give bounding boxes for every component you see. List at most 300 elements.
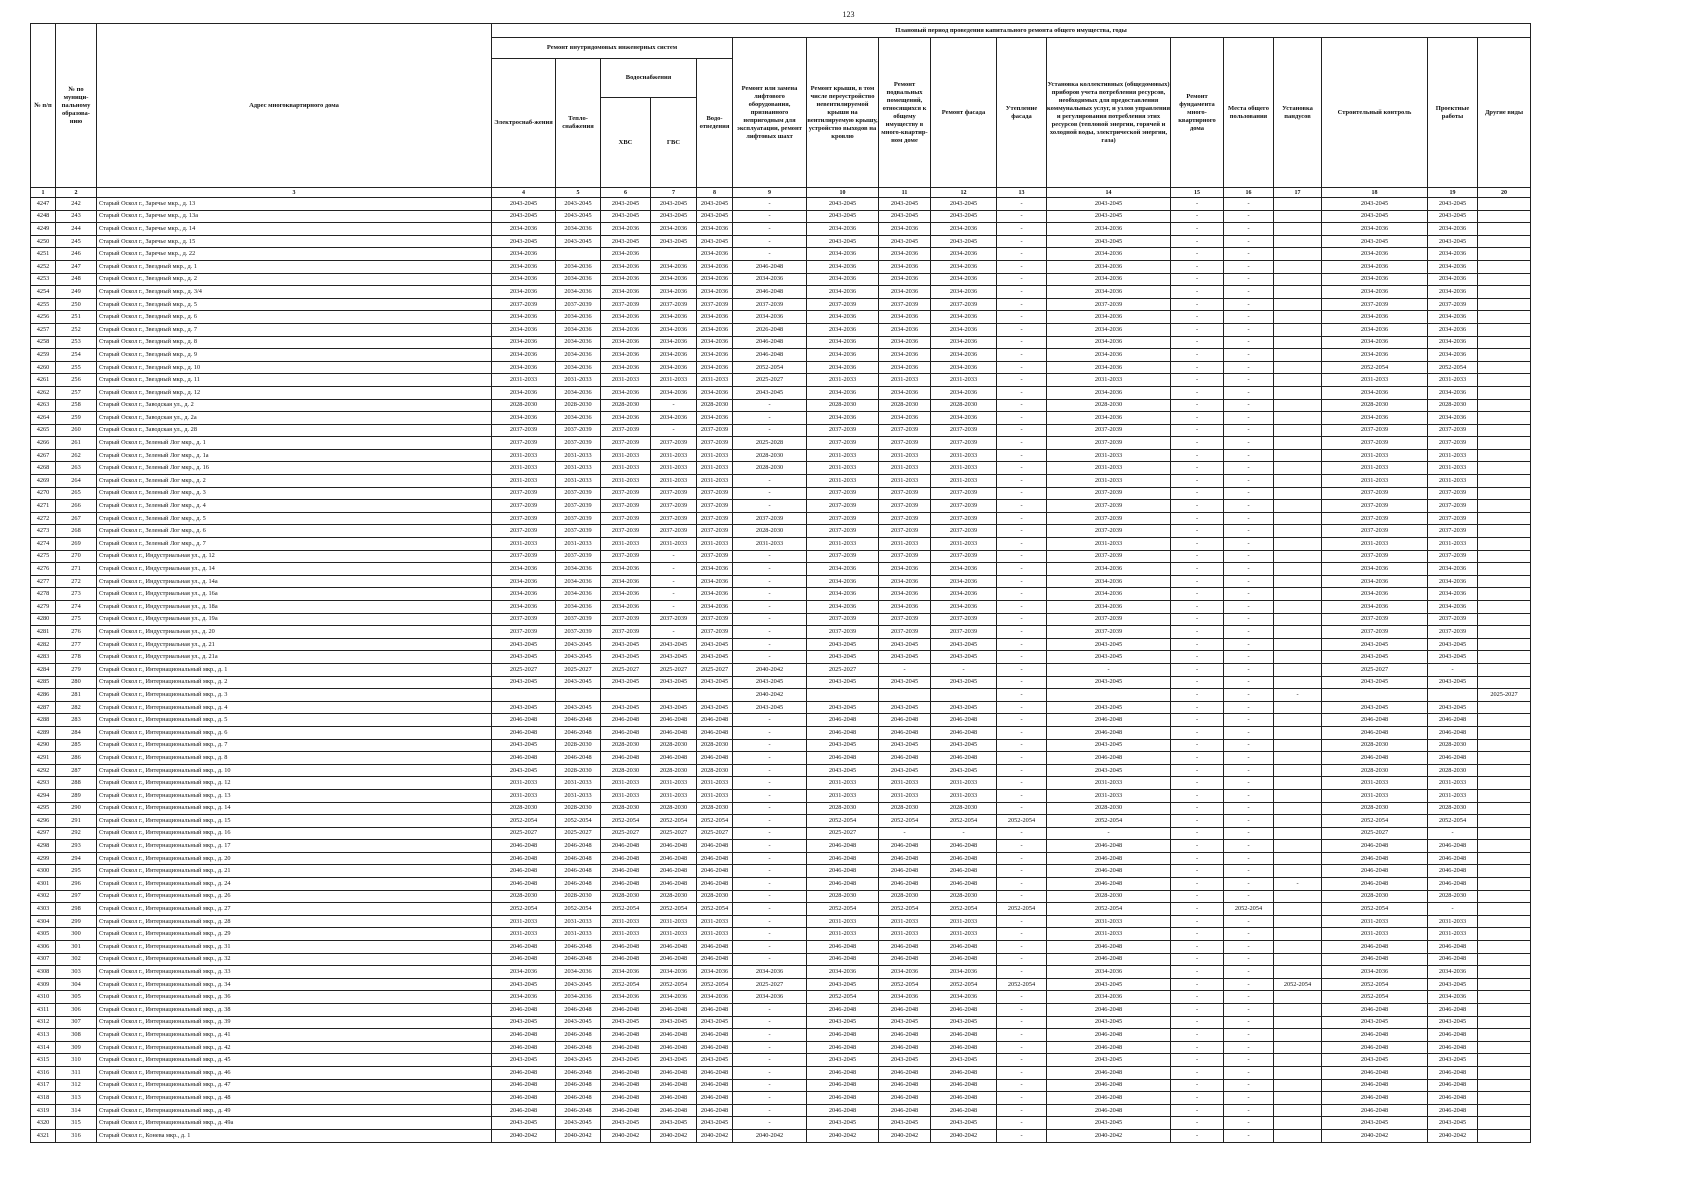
table-cell: 2043-2045 <box>879 1117 931 1130</box>
header-elevator: Ремонт или замена лифтового оборудования, признанного непригодным для эксплуатации, ремонт лифтовых шахт <box>733 38 807 188</box>
table-cell <box>651 689 697 702</box>
table-cell: - <box>1224 676 1274 689</box>
table-cell <box>1322 689 1428 702</box>
table-cell: 2046-2048 <box>807 726 879 739</box>
table-cell: - <box>1224 928 1274 941</box>
address-cell: Старый Оскол г., Заречье мкр., д. 22 <box>97 248 492 261</box>
table-cell: 2028-2030 <box>556 802 601 815</box>
table-cell: 2046-2048 <box>931 865 997 878</box>
table-cell: 2037-2039 <box>651 437 697 450</box>
table-cell: 2037-2039 <box>931 487 997 500</box>
table-cell: - <box>997 273 1047 286</box>
table-cell: 2043-2045 <box>931 1054 997 1067</box>
table-cell: 4293 <box>31 777 56 790</box>
table-cell: 2037-2039 <box>931 525 997 538</box>
table-cell: 311 <box>56 1066 97 1079</box>
address-cell: Старый Оскол г., Индустриальная ул., д. 21 <box>97 638 492 651</box>
table-cell: 2043-2045 <box>931 235 997 248</box>
table-cell: - <box>733 953 807 966</box>
table-cell: 2043-2045 <box>492 701 556 714</box>
table-cell: 2046-2048 <box>601 1029 651 1042</box>
table-cell: - <box>997 1092 1047 1105</box>
table-cell <box>1478 311 1531 324</box>
table-cell: 2034-2036 <box>807 248 879 261</box>
address-cell: Старый Оскол г., Интернациональный мкр., д. 17 <box>97 840 492 853</box>
table-cell: 2034-2036 <box>601 966 651 979</box>
table-cell: - <box>997 349 1047 362</box>
table-cell: 2034-2036 <box>733 311 807 324</box>
table-cell: - <box>1224 764 1274 777</box>
table-cell: 289 <box>56 789 97 802</box>
table-cell: - <box>1224 286 1274 299</box>
table-cell: 2034-2036 <box>1428 260 1478 273</box>
table-cell: 2031-2033 <box>601 789 651 802</box>
table-cell: 2034-2036 <box>556 361 601 374</box>
table-row <box>31 676 1531 689</box>
table-cell <box>1428 689 1478 702</box>
table-cell: - <box>1224 323 1274 336</box>
table-cell <box>1478 966 1531 979</box>
table-cell: 2052-2054 <box>601 903 651 916</box>
table-row <box>31 663 1531 676</box>
table-cell: 2034-2036 <box>1047 991 1171 1004</box>
table-cell: 2046-2048 <box>651 1079 697 1092</box>
table-cell: 2028-2030 <box>697 399 733 412</box>
table-cell: 2046-2048 <box>601 752 651 765</box>
table-cell: 2034-2036 <box>931 323 997 336</box>
table-cell: - <box>1224 978 1274 991</box>
address-cell: Старый Оскол г., Интернациональный мкр., д. 34 <box>97 978 492 991</box>
table-cell: 2046-2048 <box>931 1092 997 1105</box>
table-cell <box>1478 676 1531 689</box>
table-cell: 2031-2033 <box>807 915 879 928</box>
table-cell: - <box>1171 815 1224 828</box>
table-cell: 2043-2045 <box>651 1054 697 1067</box>
table-cell: - <box>733 890 807 903</box>
table-cell: 2043-2045 <box>1047 739 1171 752</box>
table-cell: 2031-2033 <box>697 538 733 551</box>
table-cell: 2031-2033 <box>556 475 601 488</box>
table-cell: 2046-2048 <box>1047 941 1171 954</box>
table-cell: 4274 <box>31 538 56 551</box>
table-cell: 2034-2036 <box>556 575 601 588</box>
table-cell: 2043-2045 <box>1047 1117 1171 1130</box>
table-cell: 2046-2048 <box>651 852 697 865</box>
table-cell: 2037-2039 <box>879 487 931 500</box>
table-cell <box>1274 386 1322 399</box>
table-cell: 2031-2033 <box>931 928 997 941</box>
table-cell: 2034-2036 <box>931 966 997 979</box>
table-cell: 2046-2048 <box>807 953 879 966</box>
table-cell: 2031-2033 <box>697 449 733 462</box>
table-cell: 2046-2048 <box>879 1004 931 1017</box>
table-cell: - <box>1224 991 1274 1004</box>
table-cell: 2046-2048 <box>733 336 807 349</box>
table-cell: - <box>1171 638 1224 651</box>
table-cell: - <box>1171 1117 1224 1130</box>
table-cell: 2034-2036 <box>601 336 651 349</box>
address-cell: Старый Оскол г., Индустриальная ул., д. 19а <box>97 613 492 626</box>
table-cell: 264 <box>56 475 97 488</box>
table-cell: - <box>1224 273 1274 286</box>
table-cell: 2025-2027 <box>651 827 697 840</box>
table-cell <box>1478 1117 1531 1130</box>
table-cell: 4288 <box>31 714 56 727</box>
table-cell: 2043-2045 <box>807 235 879 248</box>
table-cell: 2031-2033 <box>807 777 879 790</box>
table-cell <box>556 248 601 261</box>
table-cell: - <box>1224 840 1274 853</box>
table-cell: - <box>1171 991 1224 1004</box>
table-cell: - <box>1171 235 1224 248</box>
table-cell: 2031-2033 <box>807 475 879 488</box>
table-cell: 2028-2030 <box>651 764 697 777</box>
table-cell: 2025-2027 <box>492 827 556 840</box>
table-row <box>31 752 1531 765</box>
table-cell: 2034-2036 <box>931 991 997 1004</box>
table-cell: 2043-2045 <box>601 676 651 689</box>
table-cell: 2043-2045 <box>651 210 697 223</box>
table-cell <box>1478 223 1531 236</box>
address-cell: Старый Оскол г., Интернациональный мкр., д. 2 <box>97 676 492 689</box>
table-cell: 2034-2036 <box>1428 563 1478 576</box>
table-cell: 2037-2039 <box>601 550 651 563</box>
table-cell: 2034-2036 <box>1322 563 1428 576</box>
table-cell: 268 <box>56 525 97 538</box>
table-cell: - <box>733 815 807 828</box>
table-cell: - <box>1224 424 1274 437</box>
table-cell: 2034-2036 <box>697 966 733 979</box>
table-cell: 2028-2030 <box>807 399 879 412</box>
table-cell: 2043-2045 <box>492 198 556 211</box>
address-cell: Старый Оскол г., Интернациональный мкр., д. 49а <box>97 1117 492 1130</box>
table-cell: - <box>733 903 807 916</box>
table-cell: - <box>1224 613 1274 626</box>
table-cell: 2034-2036 <box>879 966 931 979</box>
table-cell: 2034-2036 <box>556 336 601 349</box>
table-cell: - <box>1171 336 1224 349</box>
table-cell: 2031-2033 <box>879 915 931 928</box>
table-cell: - <box>1224 739 1274 752</box>
table-cell: 2043-2045 <box>556 1016 601 1029</box>
table-cell: 4310 <box>31 991 56 1004</box>
table-cell: - <box>651 424 697 437</box>
column-number: 18 <box>1322 188 1428 198</box>
table-cell: - <box>651 601 697 614</box>
table-cell: 2040-2042 <box>556 1129 601 1142</box>
table-cell: 2034-2036 <box>1428 323 1478 336</box>
table-cell: 2034-2036 <box>697 223 733 236</box>
table-cell <box>1478 789 1531 802</box>
table-cell: 2031-2033 <box>1322 789 1428 802</box>
table-cell: 4254 <box>31 286 56 299</box>
table-cell: 2034-2036 <box>651 323 697 336</box>
table-cell: - <box>733 827 807 840</box>
table-cell: 2046-2048 <box>931 752 997 765</box>
table-cell: - <box>997 563 1047 576</box>
table-cell: - <box>1224 298 1274 311</box>
table-cell: 2031-2033 <box>931 374 997 387</box>
table-cell: 2034-2036 <box>807 323 879 336</box>
table-cell: 2037-2039 <box>556 626 601 639</box>
header-n-pp: № п/п <box>31 24 56 188</box>
table-cell: 2034-2036 <box>697 273 733 286</box>
table-cell: 2034-2036 <box>807 588 879 601</box>
table-cell: - <box>1171 941 1224 954</box>
table-cell: 2034-2036 <box>733 966 807 979</box>
table-cell: 2043-2045 <box>1047 1054 1171 1067</box>
table-cell: 2046-2048 <box>1428 840 1478 853</box>
table-row <box>31 777 1531 790</box>
table-cell: 2034-2036 <box>1322 223 1428 236</box>
table-cell: 2034-2036 <box>556 966 601 979</box>
table-cell: 2031-2033 <box>1047 449 1171 462</box>
table-cell: 4271 <box>31 500 56 513</box>
table-cell: 2046-2048 <box>1322 865 1428 878</box>
address-cell: Старый Оскол г., Интернациональный мкр., д. 20 <box>97 852 492 865</box>
table-cell: - <box>997 399 1047 412</box>
table-cell: - <box>1224 827 1274 840</box>
address-cell: Старый Оскол г., Интернациональный мкр., д. 16 <box>97 827 492 840</box>
table-cell: 2031-2033 <box>1322 777 1428 790</box>
table-cell: 2043-2045 <box>733 386 807 399</box>
table-cell: 2043-2045 <box>931 210 997 223</box>
table-cell: 2034-2036 <box>807 966 879 979</box>
table-cell <box>1274 349 1322 362</box>
table-cell: 2043-2045 <box>879 739 931 752</box>
address-cell: Старый Оскол г., Конева мкр., д. 1 <box>97 1129 492 1142</box>
table-cell: 2034-2036 <box>492 361 556 374</box>
table-cell: 2046-2048 <box>651 726 697 739</box>
table-cell: - <box>651 575 697 588</box>
table-cell: 2046-2048 <box>556 1066 601 1079</box>
table-cell: - <box>1171 928 1224 941</box>
table-cell: 2028-2030 <box>807 890 879 903</box>
table-cell <box>1274 223 1322 236</box>
table-cell <box>1274 903 1322 916</box>
table-cell: - <box>1224 1092 1274 1105</box>
table-cell: 2046-2048 <box>1428 852 1478 865</box>
table-cell <box>1478 928 1531 941</box>
table-cell: 2043-2045 <box>651 235 697 248</box>
table-cell: 280 <box>56 676 97 689</box>
column-number: 14 <box>1047 188 1171 198</box>
table-cell: 2052-2054 <box>697 903 733 916</box>
table-cell: - <box>1171 714 1224 727</box>
table-cell: 2043-2045 <box>697 676 733 689</box>
table-cell <box>697 689 733 702</box>
table-cell <box>1274 714 1322 727</box>
table-cell: - <box>1171 953 1224 966</box>
table-cell: 2046-2048 <box>1322 752 1428 765</box>
table-cell: 2046-2048 <box>601 840 651 853</box>
table-cell: - <box>733 802 807 815</box>
table-cell: 263 <box>56 462 97 475</box>
column-number: 20 <box>1478 188 1531 198</box>
table-cell: 2046-2048 <box>601 953 651 966</box>
table-cell: 2046-2048 <box>1428 752 1478 765</box>
table-cell: 2046-2048 <box>601 1092 651 1105</box>
table-cell: 2037-2039 <box>931 437 997 450</box>
table-cell: - <box>1171 487 1224 500</box>
table-cell: 2028-2030 <box>1322 890 1428 903</box>
table-cell: 2028-2030 <box>1047 890 1171 903</box>
table-cell: 4298 <box>31 840 56 853</box>
table-cell: - <box>1224 1004 1274 1017</box>
table-cell: 2034-2036 <box>733 991 807 1004</box>
table-cell: 2025-2027 <box>556 827 601 840</box>
table-cell: 2043-2045 <box>556 235 601 248</box>
table-cell: 2028-2030 <box>931 802 997 815</box>
table-cell: 2028-2030 <box>697 802 733 815</box>
column-number: 19 <box>1428 188 1478 198</box>
table-cell: 2046-2048 <box>1322 1066 1428 1079</box>
table-cell: 2043-2045 <box>492 210 556 223</box>
table-cell <box>1274 260 1322 273</box>
table-cell <box>1274 840 1322 853</box>
table-cell: 2052-2054 <box>1274 978 1322 991</box>
table-cell: - <box>1171 890 1224 903</box>
table-cell: - <box>1224 1066 1274 1079</box>
table-cell: 2034-2036 <box>651 336 697 349</box>
table-cell: 2034-2036 <box>492 412 556 425</box>
table-cell: 2043-2045 <box>879 1016 931 1029</box>
table-cell: - <box>1171 701 1224 714</box>
table-cell <box>1478 878 1531 891</box>
column-number: 13 <box>997 188 1047 198</box>
table-cell: 2037-2039 <box>1428 550 1478 563</box>
table-cell: 2046-2048 <box>556 1029 601 1042</box>
table-cell: 2052-2054 <box>807 903 879 916</box>
table-cell <box>1274 550 1322 563</box>
table-cell: 2046-2048 <box>879 1092 931 1105</box>
table-cell: 2025-2027 <box>733 978 807 991</box>
table-cell: 2034-2036 <box>931 273 997 286</box>
table-cell: 2037-2039 <box>807 626 879 639</box>
table-cell: - <box>997 890 1047 903</box>
table-cell <box>1478 424 1531 437</box>
table-cell <box>1274 449 1322 462</box>
table-cell: 2046-2048 <box>807 865 879 878</box>
table-cell: 2046-2048 <box>556 1004 601 1017</box>
table-cell: - <box>733 1117 807 1130</box>
table-cell: 307 <box>56 1016 97 1029</box>
table-cell: 2025-2027 <box>601 663 651 676</box>
table-cell: 2046-2048 <box>1322 1079 1428 1092</box>
table-cell <box>1478 273 1531 286</box>
table-cell: 2046-2048 <box>697 852 733 865</box>
table-cell: - <box>733 852 807 865</box>
table-cell: 244 <box>56 223 97 236</box>
table-row <box>31 260 1531 273</box>
table-cell: 2046-2048 <box>556 865 601 878</box>
table-cell: - <box>1171 374 1224 387</box>
table-cell <box>1274 1104 1322 1117</box>
table-cell: 2037-2039 <box>1428 500 1478 513</box>
table-cell: - <box>1224 663 1274 676</box>
table-cell: 304 <box>56 978 97 991</box>
table-row <box>31 689 1531 702</box>
table-cell <box>1274 1117 1322 1130</box>
table-cell: - <box>1047 827 1171 840</box>
table-cell: 2034-2036 <box>931 563 997 576</box>
table-cell: 2037-2039 <box>556 525 601 538</box>
table-cell: 2037-2039 <box>697 525 733 538</box>
table-cell: 2043-2045 <box>931 701 997 714</box>
table-cell: 2034-2036 <box>1047 260 1171 273</box>
table-cell: 2037-2039 <box>492 487 556 500</box>
table-cell: 4268 <box>31 462 56 475</box>
header-electricity: Электроснаб-жения <box>492 59 556 188</box>
table-cell: 2037-2039 <box>931 626 997 639</box>
table-cell <box>1274 1092 1322 1105</box>
table-cell: - <box>651 399 697 412</box>
table-cell: 2037-2039 <box>807 298 879 311</box>
table-cell: 2052-2054 <box>733 361 807 374</box>
table-cell: 2046-2048 <box>807 852 879 865</box>
table-row <box>31 323 1531 336</box>
address-cell: Старый Оскол г., Зеленый Лог мкр., д. 5 <box>97 512 492 525</box>
table-cell: 2031-2033 <box>879 538 931 551</box>
table-cell: 2034-2036 <box>697 601 733 614</box>
table-cell: 2034-2036 <box>879 412 931 425</box>
table-cell: - <box>733 752 807 765</box>
table-cell: - <box>1224 852 1274 865</box>
table-cell: 2046-2048 <box>697 865 733 878</box>
table-cell: 2037-2039 <box>651 298 697 311</box>
table-cell <box>1274 752 1322 765</box>
table-cell: 2046-2048 <box>651 1104 697 1117</box>
table-cell: - <box>1224 1079 1274 1092</box>
table-cell: 2034-2036 <box>931 336 997 349</box>
table-cell: 2052-2054 <box>1428 815 1478 828</box>
table-cell: 2034-2036 <box>1047 286 1171 299</box>
table-cell: 2031-2033 <box>556 462 601 475</box>
table-cell: - <box>997 210 1047 223</box>
address-cell: Старый Оскол г., Интернациональный мкр., д. 33 <box>97 966 492 979</box>
table-cell <box>1478 915 1531 928</box>
table-cell: 2046-2048 <box>601 941 651 954</box>
table-cell: 254 <box>56 349 97 362</box>
table-cell <box>1274 651 1322 664</box>
table-cell: - <box>733 575 807 588</box>
table-row <box>31 475 1531 488</box>
table-cell: - <box>997 663 1047 676</box>
header-roof: Ремонт крыши, в том числе переустройство невентилируемой крыши на вентилируемую крышу, устройство выходов на кровлю <box>807 38 879 188</box>
table-cell: - <box>997 852 1047 865</box>
table-cell: - <box>1171 852 1224 865</box>
table-cell: 4282 <box>31 638 56 651</box>
table-cell: 2046-2048 <box>1047 1104 1171 1117</box>
table-cell: - <box>1171 663 1224 676</box>
table-cell <box>1478 739 1531 752</box>
table-cell: 4321 <box>31 1129 56 1142</box>
table-cell <box>1478 563 1531 576</box>
column-number: 3 <box>97 188 492 198</box>
table-cell: 2037-2039 <box>601 424 651 437</box>
table-cell: - <box>997 1054 1047 1067</box>
table-cell: - <box>733 550 807 563</box>
column-number: 8 <box>697 188 733 198</box>
table-cell: - <box>997 336 1047 349</box>
table-cell <box>1478 613 1531 626</box>
table-cell: 2043-2045 <box>1322 638 1428 651</box>
table-cell: 2046-2048 <box>601 714 651 727</box>
table-row <box>31 890 1531 903</box>
table-row <box>31 248 1531 261</box>
table-cell: 2037-2039 <box>601 626 651 639</box>
table-cell: - <box>997 764 1047 777</box>
